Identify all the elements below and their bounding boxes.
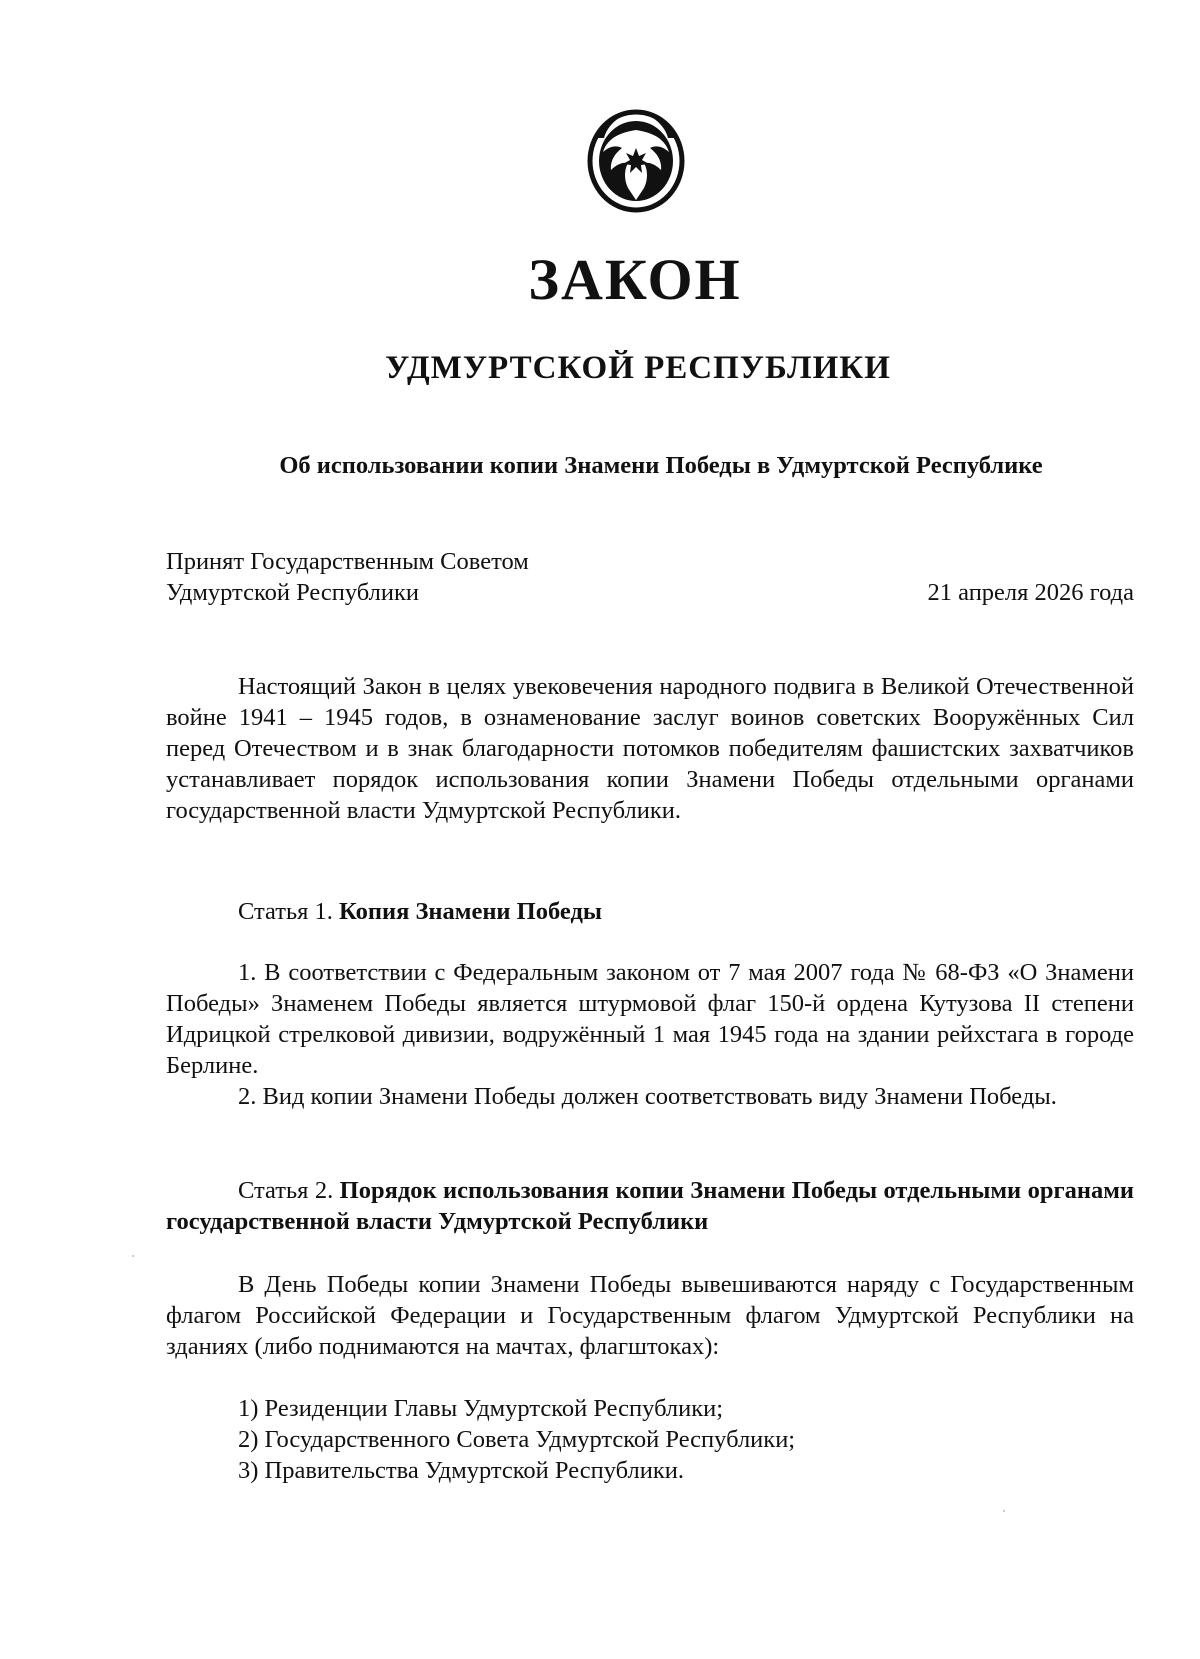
law-title: Об использовании копии Знамени Победы в Удмуртской Республике xyxy=(279,452,1043,479)
document-subtitle: УДМУРТСКОЙ РЕСПУБЛИКИ xyxy=(385,350,891,386)
document-title: ЗАКОН xyxy=(528,247,742,312)
list-item: 3) Правительства Удмуртской Республики. xyxy=(238,1457,684,1484)
article-1-title: Копия Знамени Победы xyxy=(339,898,602,925)
article-2-paragraph: В День Победы копии Знамени Победы вывешиваются наряду с Государственным флагом Российской Федерации и Государственным флагом Удмуртской Республики на зданиях (либо поднимаются на мачтах, флагштоках): xyxy=(166,1271,1134,1360)
article-2-title: Порядок использования копии Знамени Победы отдельными органами государственной власти Удмуртской Республики xyxy=(166,1177,1134,1235)
list-item: 2) Государственного Совета Удмуртской Республики; xyxy=(238,1426,796,1453)
article-1-paragraph-1: 1. В соответствии с Федеральным законом от 7 мая 2007 года № 68-ФЗ «О Знамени Победы» Знаменем Победы является штурмовой флаг 150-й ордена Кутузова II степени Идрицкой стрелковой дивизии, водружённый 1 мая 1945 года на здании рейхстага в городе Берлине. xyxy=(166,959,1134,1079)
adoption-info xyxy=(166,546,566,608)
preamble-paragraph: Настоящий Закон в целях увековечения народного подвига в Великой Отечественной войне 1941 – 1945 годов, в ознаменование заслуг воинов советских Вооружённых Сил перед Отечеством и в знак благодарности потомков победителям фашистских захватчиков устанавливает порядок использования копии Знамени Победы отдельными органами государственной власти Удмуртской Республики. xyxy=(166,673,1134,824)
adoption-line-1: Принят Государственным Советом xyxy=(166,548,529,575)
article-1-heading xyxy=(238,896,1038,927)
article-2-label: Статья 2. xyxy=(238,1177,334,1204)
list-item: 1) Резиденции Главы Удмуртской Республики; xyxy=(238,1395,724,1422)
scan-speck xyxy=(132,1255,134,1257)
article-1-label: Статья 1. xyxy=(238,898,333,925)
article-2-heading xyxy=(166,1175,1134,1237)
article-1-paragraph-2: 2. Вид копии Знамени Победы должен соответствовать виду Знамени Победы. xyxy=(238,1083,1057,1110)
scan-speck xyxy=(1003,1510,1005,1512)
article-2-list xyxy=(238,1393,1118,1486)
adoption-line-2: Удмуртской Республики xyxy=(166,579,419,606)
adoption-date: 21 апреля 2026 года xyxy=(927,579,1134,606)
udmurt-coat-of-arms-icon xyxy=(586,108,686,214)
